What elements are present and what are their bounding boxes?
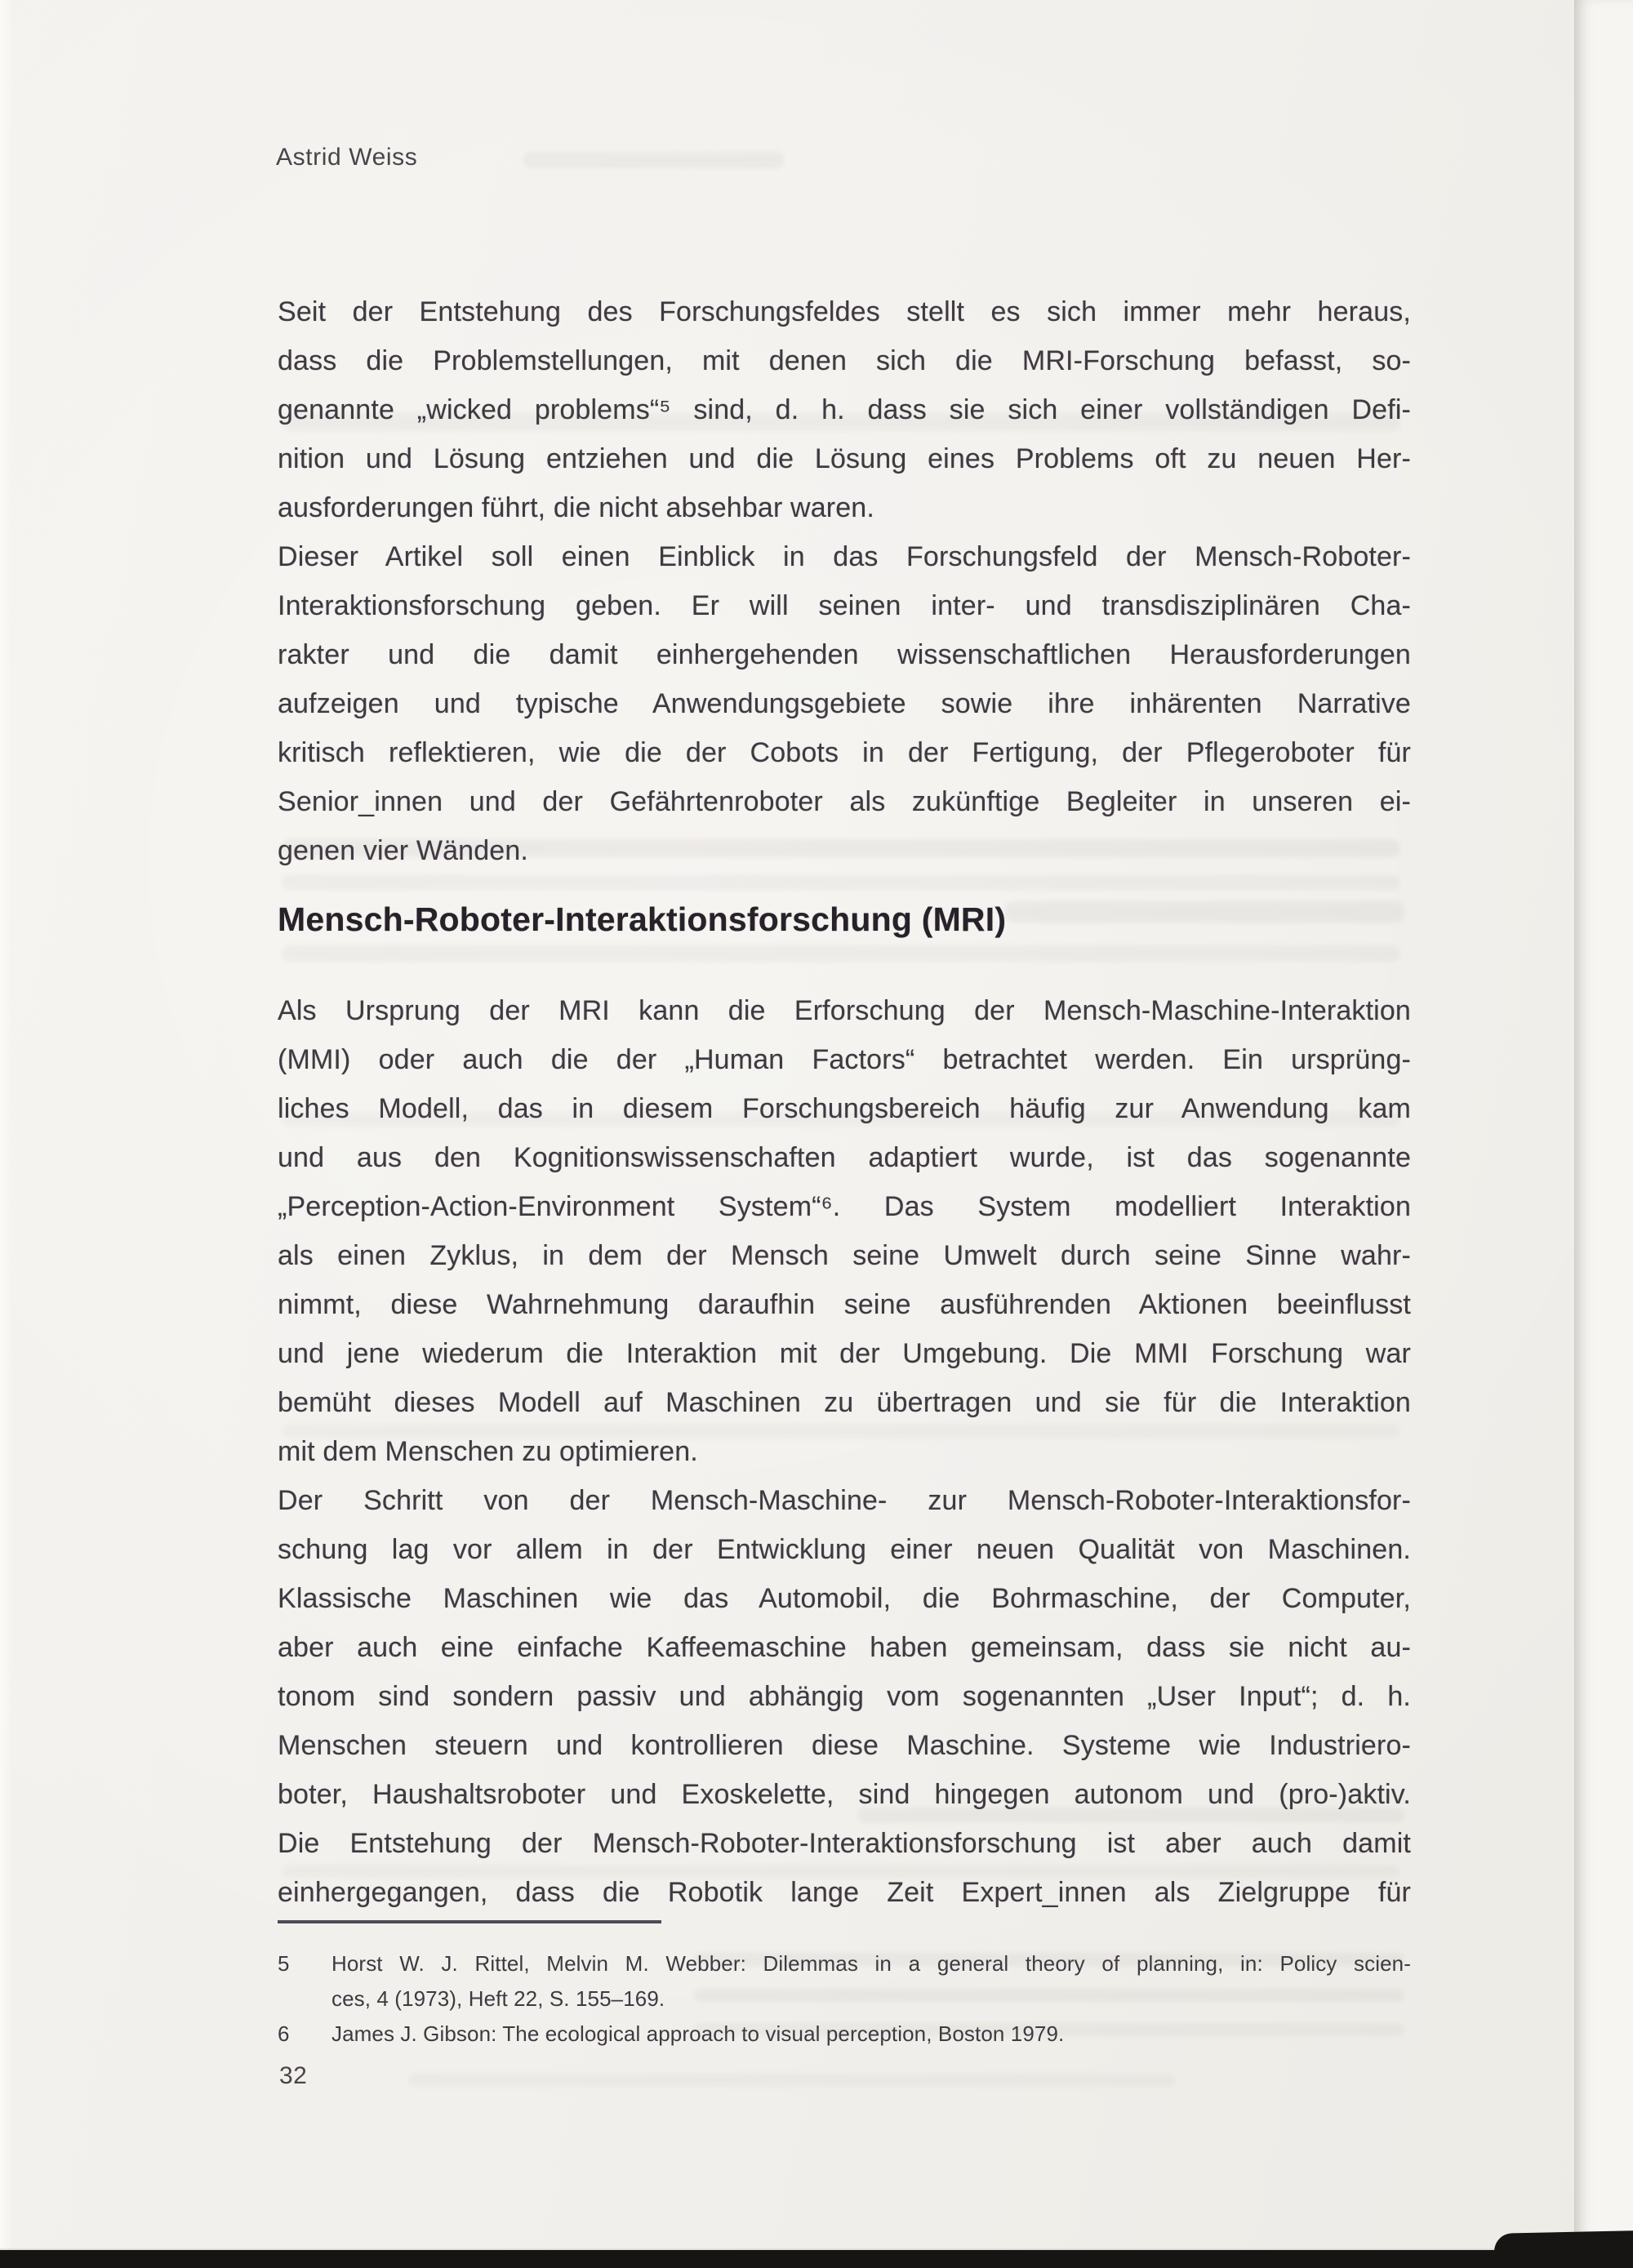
text-line: nimmt, diese Wahrnehmung daraufhin seine ausführenden Aktionen beeinflusst xyxy=(278,1289,1411,1320)
text-line: Senior_innen und der Gefährtenroboter als zukünftige Begleiter in unseren ei- xyxy=(278,786,1411,817)
text-line: aufzeigen und typische Anwendungsgebiete sowie ihre inhärenten Narrative xyxy=(278,688,1411,719)
text-line: ausforderungen führt, die nicht absehbar waren. xyxy=(278,492,874,523)
article-body xyxy=(278,287,1411,1917)
text-line: liches Modell, das in diesem Forschungsbereich häufig zur Anwendung kam xyxy=(278,1093,1411,1124)
text-line: boter, Haushaltsroboter und Exoskelette, sind hingegen autonom und (pro-)aktiv. xyxy=(278,1779,1411,1810)
text-line: (MMI) oder auch die der „Human Factors“ betrachtet werden. Ein ursprüng- xyxy=(278,1044,1411,1075)
text-line: Menschen steuern und kontrollieren diese Maschine. Systeme wie Industriero- xyxy=(278,1730,1411,1761)
author-name: Astrid Weiss xyxy=(276,144,418,171)
footnote-line: Horst W. J. Rittel, Melvin M. Webber: Dilemmas in a general theory of planning, in: Policy scien- xyxy=(331,1951,1411,1976)
text-line: mit dem Menschen zu optimieren. xyxy=(278,1436,698,1467)
paragraph xyxy=(278,287,1411,532)
text-line: schung lag vor allem in der Entwicklung einer neuen Qualität von Maschinen. xyxy=(278,1534,1411,1565)
text-line: einhergegangen, dass die Robotik lange Zeit Expert_innen als Zielgruppe für xyxy=(278,1877,1411,1908)
footnote-list xyxy=(278,1946,1411,2052)
footnote-separator-rule xyxy=(278,1920,661,1923)
text-line: tonom sind sondern passiv und abhängig vom sogenannten „User Input“; d. h. xyxy=(278,1681,1411,1712)
page-number: 32 xyxy=(279,2062,308,2089)
footnote-item xyxy=(278,2017,1411,2052)
text-line: und jene wiederum die Interaktion mit der Umgebung. Die MMI Forschung war xyxy=(278,1338,1411,1369)
text-line: rakter und die damit einhergehenden wissenschaftlichen Herausforderungen xyxy=(278,639,1411,670)
footnote-number: 6 xyxy=(278,2021,290,2046)
text-line: Dieser Artikel soll einen Einblick in das Forschungsfeld der Mensch-Roboter- xyxy=(278,541,1411,572)
text-line: genen vier Wänden. xyxy=(278,835,529,866)
footnotes-section xyxy=(278,1920,1411,2052)
bleed-through-ghost xyxy=(523,152,784,168)
footnote-text xyxy=(331,1946,1411,2017)
text-line: bemüht dieses Modell auf Maschinen zu übertragen und sie für die Interaktion xyxy=(278,1387,1411,1418)
text-line: aber auch eine einfache Kaffeemaschine haben gemeinsam, dass sie nicht au- xyxy=(278,1632,1411,1663)
bleed-through-ghost xyxy=(408,2074,1176,2087)
text-line: Als Ursprung der MRI kann die Erforschung der Mensch-Maschine-Interaktion xyxy=(278,995,1411,1026)
text-line: nition und Lösung entziehen und die Lösung eines Problems oft zu neuen Her- xyxy=(278,443,1411,474)
paragraph xyxy=(278,532,1411,875)
text-line: Klassische Maschinen wie das Automobil, die Bohrmaschine, der Computer, xyxy=(278,1583,1411,1614)
running-header xyxy=(276,144,417,171)
text-line: dass die Problemstellungen, mit denen sich die MRI-Forschung befasst, so- xyxy=(278,345,1411,376)
paragraph xyxy=(278,986,1411,1476)
text-line: Der Schritt von der Mensch-Maschine- zur Mensch-Roboter-Interaktionsfor- xyxy=(278,1485,1411,1516)
footnote-text xyxy=(331,2017,1411,2052)
footnote-item xyxy=(278,1946,1411,2017)
text-line: „Perception-Action-Environment System“⁶. Das System modelliert Interaktion xyxy=(278,1191,1411,1222)
footnote-line: ces, 4 (1973), Heft 22, S. 155–169. xyxy=(331,1986,665,2011)
page-left-edge xyxy=(0,0,13,2268)
paragraph xyxy=(278,1476,1411,1917)
footnote-line: James J. Gibson: The ecological approach to visual perception, Boston 1979. xyxy=(331,2021,1065,2046)
page-right-edge xyxy=(1574,0,1633,2268)
footnote-number: 5 xyxy=(278,1951,290,1976)
text-line: als einen Zyklus, in dem der Mensch seine Umwelt durch seine Sinne wahr- xyxy=(278,1240,1411,1271)
text-line: Interaktionsforschung geben. Er will seinen inter- und transdisziplinären Cha- xyxy=(278,590,1411,621)
text-line: kritisch reflektieren, wie die der Cobots in der Fertigung, der Pflegeroboter für xyxy=(278,737,1411,768)
text-line: Die Entstehung der Mensch-Roboter-Interaktionsforschung ist aber auch damit xyxy=(278,1828,1411,1859)
section-heading: Mensch-Roboter-Interaktionsforschung (MRI) xyxy=(278,901,1007,938)
text-line: Seit der Entstehung des Forschungsfeldes stellt es sich immer mehr heraus, xyxy=(278,296,1411,327)
text-line: genannte „wicked problems“⁵ sind, d. h. dass sie sich einer vollständigen Defi- xyxy=(278,394,1411,425)
scan-background-band xyxy=(0,2250,1633,2268)
text-line: und aus den Kognitionswissenschaften adaptiert wurde, ist das sogenannte xyxy=(278,1142,1411,1173)
